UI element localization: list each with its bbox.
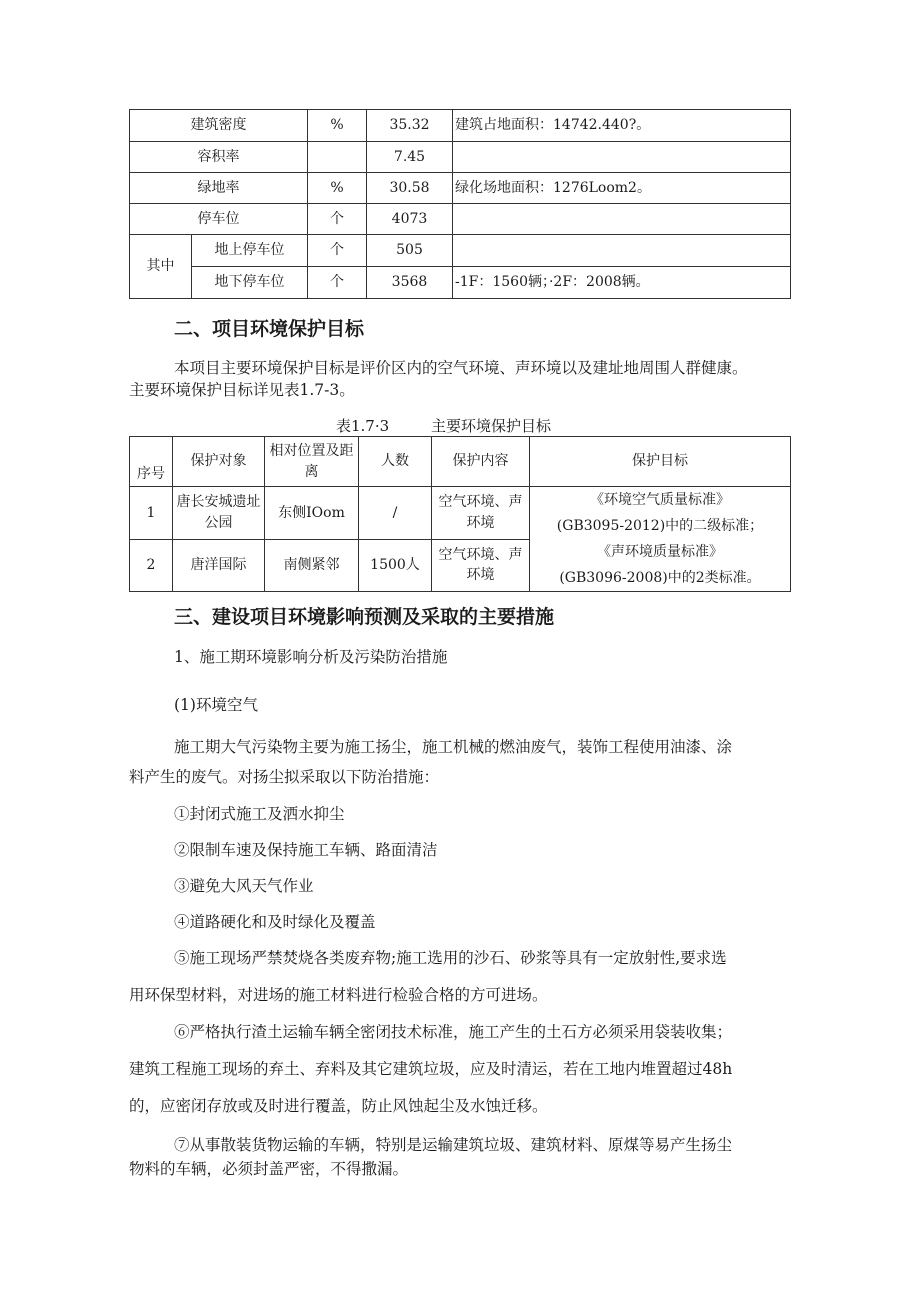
table-row [130, 110, 791, 142]
table-row [130, 204, 791, 235]
target-line: (GB3095-2012)中的二级标准； [556, 518, 764, 534]
cell-note [453, 204, 791, 235]
table-row [130, 487, 791, 540]
header-object: 保护对象 [173, 437, 265, 487]
cell-item: 停车位 [130, 204, 308, 235]
target-line: 《声环境质量标准》 [597, 544, 723, 560]
cell-value: 505 [367, 235, 453, 267]
measure-item-continued: 建筑工程施工现场的弃土、弃料及其它建筑垃圾，应及时清运，若在工地内堆置超过48h [129, 1060, 733, 1078]
measure-item: ③避免大风天气作业 [174, 877, 314, 895]
site-indicator-table [129, 109, 791, 299]
cell-group-label: 其中 [130, 235, 192, 299]
measure-item-continued: 的，应密闭存放或及时进行覆盖，防止风蚀起尘及水蚀迁移。 [129, 1097, 548, 1115]
cell-item: 地下停车位 [192, 267, 308, 299]
cell-target [530, 487, 791, 592]
cell-value: 30.58 [367, 173, 453, 204]
measure-item: ⑦从事散装货物运输的车辆，特别是运输建筑垃圾、建筑材料、原煤等易产生扬尘 [174, 1136, 733, 1154]
measure-item: ⑥严格执行渣土运输车辆全密闭技术标准，施工产生的土石方必须采用袋装收集； [174, 1023, 733, 1041]
paragraph-line: 主要环境保护目标详见表1.7-3。 [129, 381, 355, 399]
cell-object: 唐洋国际 [173, 539, 265, 592]
cell-value: 35.32 [367, 110, 453, 142]
header-target: 保护目标 [530, 437, 791, 487]
measure-item: ④道路硬化和及时绿化及覆盖 [174, 913, 376, 931]
measure-item: ⑤施工现场严禁焚烧各类废弃物;施工选用的沙石、砂浆等具有一定放射性,要求选 [174, 949, 727, 967]
cell-people: 1500人 [359, 539, 432, 592]
measure-item: ②限制车速及保持施工车辆、路面清洁 [174, 841, 438, 859]
cell-no: 2 [130, 539, 173, 592]
cell-people: / [359, 487, 432, 540]
table-row [130, 235, 791, 267]
cell-item: 地上停车位 [192, 235, 308, 267]
header-no: 序号 [130, 437, 173, 487]
cell-unit: % [308, 173, 367, 204]
target-line: (GB3096-2008)中的2类标准。 [559, 570, 761, 586]
table-header-row [130, 437, 791, 487]
cell-position: 南侧紧邻 [265, 539, 359, 592]
cell-unit: 个 [308, 235, 367, 267]
measure-item-continued: 物料的车辆，必须封盖严密，不得撒漏。 [129, 1160, 409, 1178]
header-position: 相对位置及距离 [265, 437, 359, 487]
section-heading-protection-targets: 二、项目环境保护目标 [174, 318, 365, 340]
cell-note: 绿化场地面积：1276Loom2。 [453, 173, 791, 204]
cell-unit: % [308, 110, 367, 142]
cell-value: 3568 [367, 267, 453, 299]
cell-item: 绿地率 [130, 173, 308, 204]
cell-object: 唐长安城遗址公园 [173, 487, 265, 540]
cell-note [453, 235, 791, 267]
table-caption-number: 表1.7·3 [336, 417, 390, 435]
cell-item: 建筑密度 [130, 110, 308, 142]
target-line: 《环境空气质量标准》 [590, 492, 730, 508]
cell-note: 建筑占地面积：14742.440?。 [453, 110, 791, 142]
paragraph-line: 本项目主要环境保护目标是评价区内的空气环境、声环境以及建址地周围人群健康。 [174, 359, 748, 377]
header-people: 人数 [359, 437, 432, 487]
protection-target-table [129, 436, 791, 592]
cell-value: 7.45 [367, 142, 453, 173]
subheading: 1、施工期环境影响分析及污染防治措施 [174, 648, 448, 666]
cell-unit: 个 [308, 204, 367, 235]
cell-content: 空气环境、声环境 [432, 487, 530, 540]
cell-item: 容积率 [130, 142, 308, 173]
cell-no: 1 [130, 487, 173, 540]
paragraph-line: 料产生的废气。对扬尘拟采取以下防治措施： [129, 768, 440, 786]
section-heading-impact-measures: 三、建设项目环境影响预测及采取的主要措施 [174, 606, 555, 628]
cell-unit [308, 142, 367, 173]
cell-unit: 个 [308, 267, 367, 299]
measure-item-continued: 用环保型材料，对进场的施工材料进行检验合格的方可进场。 [129, 986, 548, 1004]
table-row [130, 173, 791, 204]
cell-note: -1F：1560辆；·2F：2008辆。 [453, 267, 791, 299]
subheading: (1)环境空气 [174, 696, 258, 714]
cell-note [453, 142, 791, 173]
cell-value: 4073 [367, 204, 453, 235]
paragraph-line: 施工期大气污染物主要为施工扬尘，施工机械的燃油废气，装饰工程使用油漆、涂 [174, 738, 733, 756]
table-row [130, 142, 791, 173]
cell-content: 空气环境、声环境 [432, 539, 530, 592]
cell-position: 东侧IOom [265, 487, 359, 540]
measure-item: ①封闭式施工及洒水抑尘 [174, 805, 345, 823]
table-row [130, 267, 791, 299]
header-content: 保护内容 [432, 437, 530, 487]
table-caption-title: 主要环境保护目标 [431, 417, 552, 435]
